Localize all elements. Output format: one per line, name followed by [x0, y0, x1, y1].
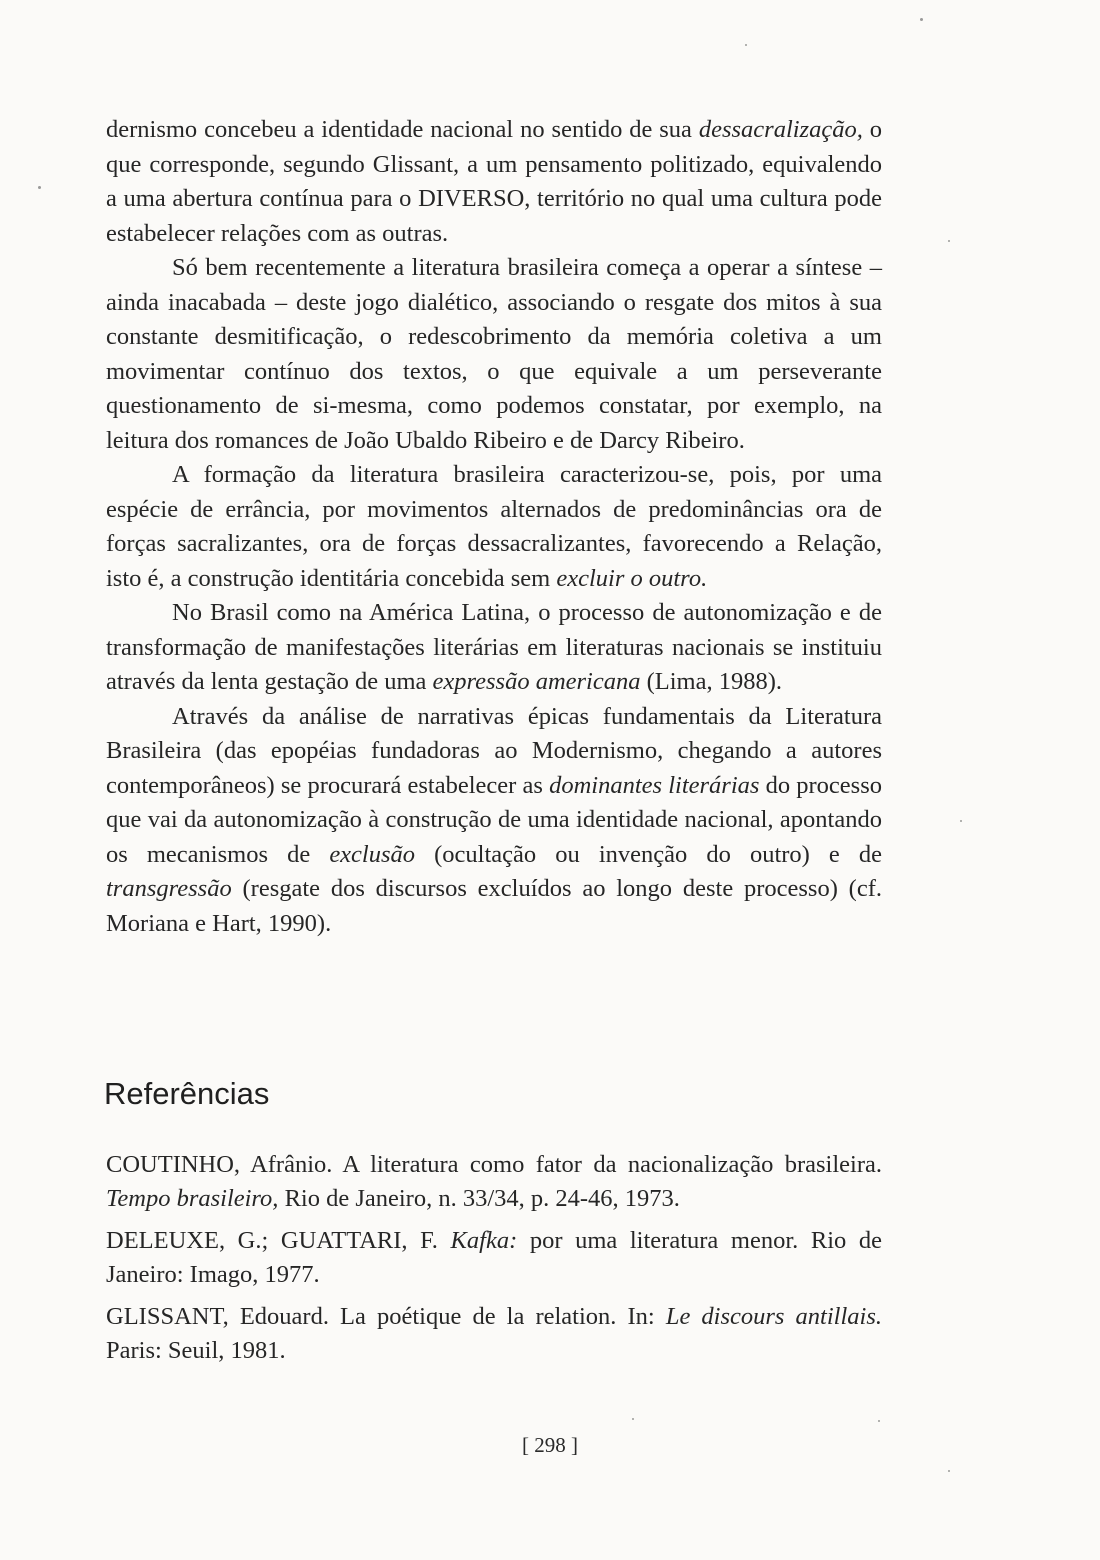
scan-speck — [878, 1420, 880, 1422]
paragraph-3: A formação da literatura brasileira caracterizou-se, pois, por uma espécie de errância, por movimentos alternados de predominâncias ora de forças sacralizantes, ora de forças dessacralizantes, favorecendo a Relação, isto é, a construção identitária concebida sem excluir o outro. — [106, 461, 882, 592]
paragraph-5: Através da análise de narrativas épicas fundamentais da Literatura Brasileira (das epopéias fundadoras ao Modernismo, chegando a autores contemporâneos) se procurará estabelecer as dominantes literárias do processo que vai da autonomização à construção de uma identidade nacional, apontando os mecanismos de exclusão (ocultação ou invenção do outro) e de transgressão (resgate dos discursos excluídos ao longo deste processo) (cf. Moriana e Hart, 1990). — [106, 702, 882, 937]
scan-speck — [920, 18, 923, 21]
paragraph-1: dernismo concebeu a identidade nacional no sentido de sua dessacralização, o que corresponde, segundo Glissant, a um pensamento politizado, equivalendo a uma abertura contínua para o DIVERSO, território no qual uma cultura pode estabelecer relações com as outras. — [106, 116, 883, 247]
reference-glissant: GLISSANT, Edouard. La poétique de la relation. In: Le discours antillais. Paris: Seuil, 1981. — [106, 1303, 883, 1364]
references-list — [106, 1148, 882, 1376]
paragraph-2: Só bem recentemente a literatura brasileira começa a operar a síntese – ainda inacabada – deste jogo dialético, associando o resgate dos mitos à sua constante desmitificação, o redescobrimento da memória coletiva a um movimentar contínuo dos textos, o que equivale a um perseverante questionamento de si-mesma, como podemos constatar, por exemplo, na leitura dos romances de João Ubaldo Ribeiro e de Darcy Ribeiro. — [106, 254, 882, 454]
scan-speck — [632, 1418, 634, 1420]
scan-speck — [38, 186, 41, 189]
scan-speck — [745, 44, 747, 46]
scan-speck — [948, 1470, 950, 1472]
scan-speck — [948, 240, 950, 242]
reference-deleuxe-guattari: DELEUXE, G.; GUATTARI, F. Kafka: por uma literatura menor. Rio de Janeiro: Imago, 1977. — [106, 1227, 882, 1288]
paragraph-4: No Brasil como na América Latina, o processo de autonomização e de transformação de manifestações literárias em literaturas nacionais se instituiu através da lenta gestação de uma expressão americana (Lima, 1988). — [106, 599, 882, 695]
scan-speck — [960, 820, 962, 822]
main-text — [106, 113, 882, 941]
page-number: [ 298 ] — [522, 1433, 578, 1457]
reference-coutinho: COUTINHO, Afrânio. A literatura como fator da nacionalização brasileira. Tempo brasileiro, Rio de Janeiro, n. 33/34, p. 24-46, 1973. — [106, 1151, 882, 1212]
references-heading: Referências — [104, 1076, 270, 1111]
